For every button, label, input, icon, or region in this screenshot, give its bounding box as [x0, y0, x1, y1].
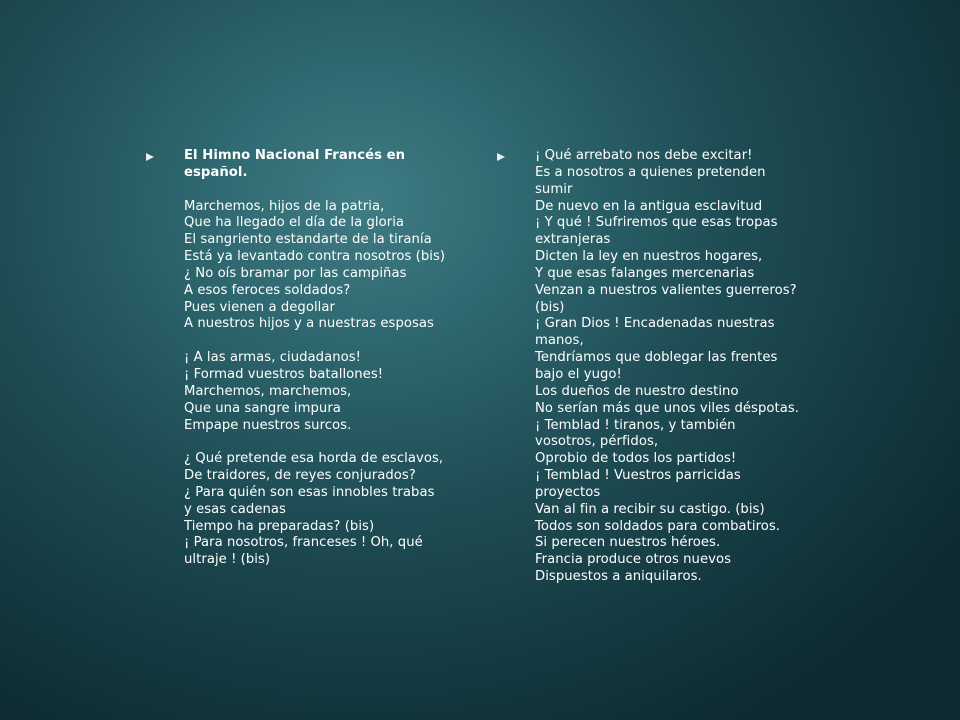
verse-line: Todos son soldados para combatiros.	[535, 518, 781, 534]
chorus-line: ¡ A las armas, ciudadanos!	[184, 350, 362, 366]
verse-line: ¡ Temblad ! Vuestros parricidas	[535, 468, 741, 484]
verse-line: Es a nosotros a quienes pretenden	[535, 164, 766, 180]
verse-line: Dispuestos a aniquilaros.	[535, 569, 702, 585]
chorus-line: Que una sangre impura	[184, 400, 341, 416]
verse-line: proyectos	[535, 484, 601, 500]
verse-line: Está ya levantado contra nosotros (bis)	[184, 249, 446, 265]
verse-line: ¡ Y qué ! Sufriremos que esas tropas	[535, 215, 778, 231]
verse-line: ¿ Para quién son esas innobles trabas	[184, 484, 435, 500]
verse-line: sumir	[535, 181, 573, 197]
verse-line: extranjeras	[535, 232, 611, 248]
verse-line: Que ha llegado el día de la gloria	[184, 215, 405, 231]
verse-line: Oprobio de todos los partidos!	[535, 451, 737, 467]
verse-line: No serían más que unos viles déspotas.	[535, 400, 800, 416]
anthem-title-line: español.	[184, 164, 248, 180]
chorus-line: Empape nuestros surcos.	[184, 417, 352, 433]
verse-line: Van al fin a recibir su castigo. (bis)	[535, 501, 765, 517]
verse-line: bajo el yugo!	[535, 366, 622, 382]
verse-line: ¿ Qué pretende esa horda de esclavos,	[184, 451, 444, 467]
verse-line: Tiempo ha preparadas? (bis)	[184, 518, 375, 534]
verse-line: ¿ No oís bramar por las campiñas	[184, 265, 407, 281]
right-text-block	[535, 148, 817, 586]
verse-line: Pues vienen a degollar	[184, 299, 335, 315]
verse-line: (bis)	[535, 299, 565, 315]
right-column	[497, 148, 817, 586]
verse-line: Tendríamos que doblegar las frentes	[535, 350, 778, 366]
verse-line: ¡ Gran Dios ! Encadenadas nuestras	[535, 316, 775, 332]
verse-line: manos,	[535, 333, 584, 349]
verse-line: y esas cadenas	[184, 501, 286, 517]
stanza-gap	[184, 434, 471, 451]
verse-line: Dicten la ley en nuestros hogares,	[535, 249, 763, 265]
verse-line: ¡ Temblad ! tiranos, y también	[535, 417, 736, 433]
stanza-gap	[184, 333, 471, 350]
verse-line: vosotros, pérfidos,	[535, 434, 659, 450]
triangle-bullet-icon	[497, 153, 505, 161]
verse-line: ¡ Qué arrebato nos debe excitar!	[535, 148, 753, 163]
stanza-gap	[184, 182, 471, 199]
chorus-line: Marchemos, marchemos,	[184, 383, 352, 399]
anthem-title-line: El Himno Nacional Francés en	[184, 148, 406, 163]
verse-line: Venzan a nuestros valientes guerreros?	[535, 282, 797, 298]
verse-line: De nuevo en la antigua esclavitud	[535, 198, 763, 214]
verse-line: A esos feroces soldados?	[184, 282, 351, 298]
verse-line: De traidores, de reyes conjurados?	[184, 468, 416, 484]
triangle-bullet-icon	[146, 153, 154, 161]
verse-line: El sangriento estandarte de la tiranía	[184, 232, 432, 248]
left-text-block	[184, 148, 471, 569]
verse-line: ultraje ! (bis)	[184, 552, 271, 568]
chorus-line: ¡ Formad vuestros batallones!	[184, 366, 384, 382]
verse-line: Los dueños de nuestro destino	[535, 383, 739, 399]
verse-line: Francia produce otros nuevos	[535, 552, 732, 568]
verse-line: Marchemos, hijos de la patria,	[184, 198, 385, 214]
verse-line: ¡ Para nosotros, franceses ! Oh, qué	[184, 535, 423, 551]
verse-line: Si perecen nuestros héroes.	[535, 535, 721, 551]
verse-line: A nuestros hijos y a nuestras esposas	[184, 316, 434, 332]
left-column	[146, 148, 471, 569]
verse-line: Y que esas falanges mercenarias	[535, 265, 755, 281]
